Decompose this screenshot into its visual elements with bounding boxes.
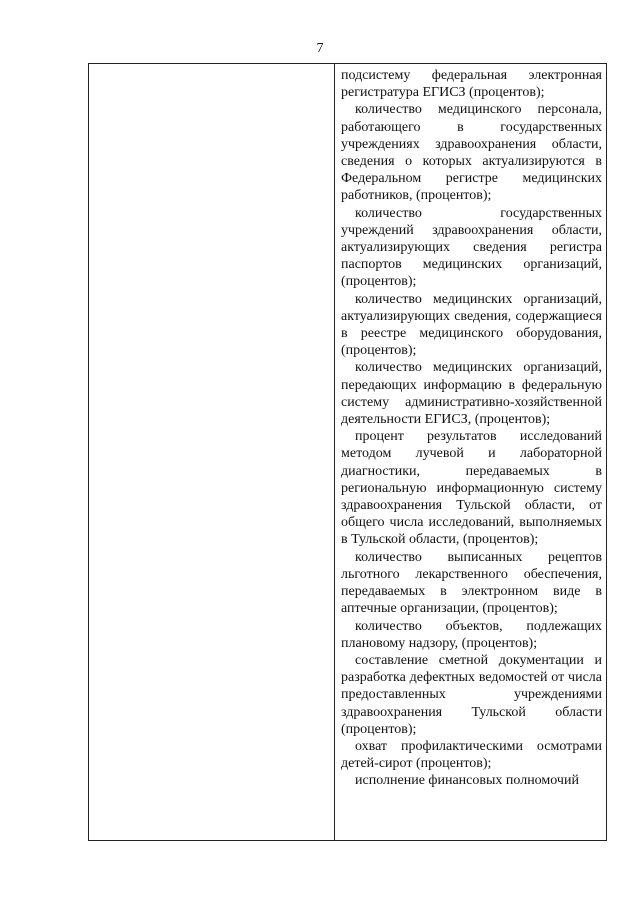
- indicator-item: количество выписанных рецептов льготного лекарственного обеспечения, передаваемых в электронном виде в аптечные организации, (процентов);: [341, 549, 602, 617]
- document-table: [88, 63, 607, 841]
- table-right-column: [335, 64, 606, 840]
- indicator-item: процент результатов исследований методом лучевой и лабораторной диагностики, передаваемых в региональную информационную систему здравоохранения Тульской области, от общего числа исследований, выполняемых в Тульской области, (процентов);: [341, 429, 602, 548]
- indicator-item: количество государственных учреждений здравоохранения области, актуализирующих сведения регистра паспортов медицинских организаций, (процентов);: [341, 205, 602, 290]
- indicator-item: количество объектов, подлежащих плановому надзору, (процентов);: [341, 618, 602, 651]
- indicator-item: подсистему федеральная электронная регистратура ЕГИСЗ (процентов);: [341, 68, 602, 101]
- indicator-item: количество медицинского персонала, работающего в государственных учреждениях здравоохранения области, сведения о которых актуализируются в Федеральном регистре медицинских работников, (процентов);: [341, 102, 602, 204]
- table-left-column: [89, 64, 335, 840]
- page-number: 7: [316, 41, 324, 56]
- indicator-item: исполнение финансовых полномочий: [355, 773, 579, 789]
- indicator-item: составление сметной документации и разработка дефектных ведомостей от числа предоставленных учреждениями здравоохранения Тульской области (процентов);: [341, 652, 602, 737]
- indicator-item: охват профилактическими осмотрами детей-сирот (процентов);: [341, 738, 602, 772]
- indicator-item: количество медицинских организаций, передающих информацию в федеральную систему административно-хозяйственной деятельности ЕГИСЗ, (процентов);: [341, 360, 602, 428]
- indicator-item: количество медицинских организаций, актуализирующих сведения, содержащиеся в реестре медицинского оборудования, (процентов);: [341, 291, 602, 359]
